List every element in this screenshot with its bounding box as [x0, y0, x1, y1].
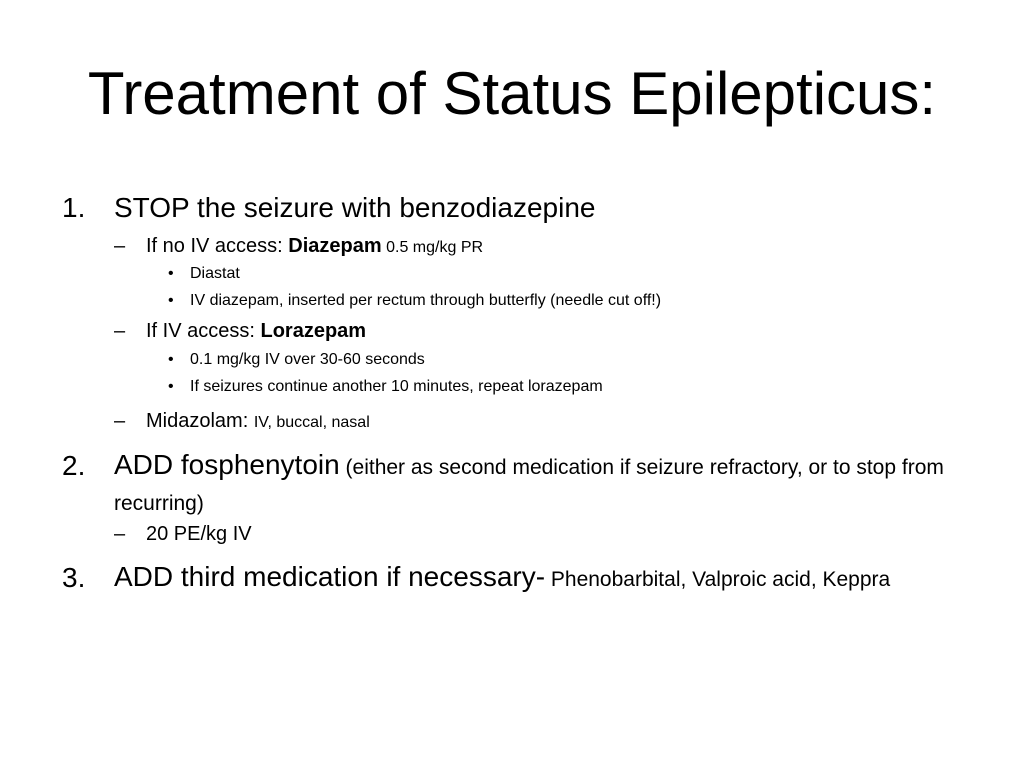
item-1-sub-2-bullet-1: 0.1 mg/kg IV over 30-60 seconds: [190, 351, 425, 368]
item-2-note: (either as second medication if seizure refractory, or to stop from recurring): [114, 456, 944, 515]
item-2-heading: ADD fosphenytoin: [114, 449, 340, 480]
item-1-sub-3-routes: IV, buccal, nasal: [253, 414, 370, 431]
item-1-sub-2: [146, 320, 366, 343]
item-1-sub-1-prefix: If no IV access:: [146, 235, 289, 257]
item-1-sub-1-bullet-2: IV diazepam, inserted per rectum through butterfly (needle cut off!): [190, 292, 662, 309]
bullet-icon: •: [168, 351, 174, 368]
item-1-heading: STOP the seizure with benzodiazepine: [114, 192, 596, 223]
item-3-text: [114, 560, 934, 596]
item-1-sub-2-dash: –: [114, 320, 126, 342]
item-3-heading: ADD third medication if necessary-: [114, 561, 546, 592]
item-2-sub-1-dash: –: [114, 523, 126, 545]
item-1-sub-1: [146, 235, 483, 258]
item-1-sub-1-drug: Diazepam: [288, 235, 382, 257]
item-1-number: 1.: [62, 192, 86, 223]
item-1-sub-2-bullet-2: If seizures continue another 10 minutes, repeat lorazepam: [190, 378, 603, 395]
item-1-sub-1-dose: 0.5 mg/kg PR: [381, 239, 484, 256]
bullet-icon: •: [168, 265, 174, 282]
item-2-sub-1: 20 PE/kg IV: [146, 523, 252, 545]
item-1-sub-2-prefix: If IV access:: [146, 320, 261, 342]
item-1-sub-3-dash: –: [114, 410, 126, 432]
bullet-icon: •: [168, 292, 174, 309]
item-1-sub-1-dash: –: [114, 235, 126, 257]
slide-title: Treatment of Status Epilepticus:: [87, 60, 937, 127]
item-1-sub-3: [146, 410, 370, 433]
item-3-note: Phenobarbital, Valproic acid, Keppra: [545, 568, 891, 591]
item-2-number: 2.: [62, 450, 86, 481]
item-2-text: [114, 448, 964, 520]
item-1-sub-3-prefix: Midazolam:: [146, 410, 254, 432]
item-3-number: 3.: [62, 562, 86, 593]
bullet-icon: •: [168, 378, 174, 395]
item-1-sub-2-drug: Lorazepam: [260, 320, 367, 342]
item-1-sub-1-bullet-1: Diastat: [190, 265, 240, 282]
